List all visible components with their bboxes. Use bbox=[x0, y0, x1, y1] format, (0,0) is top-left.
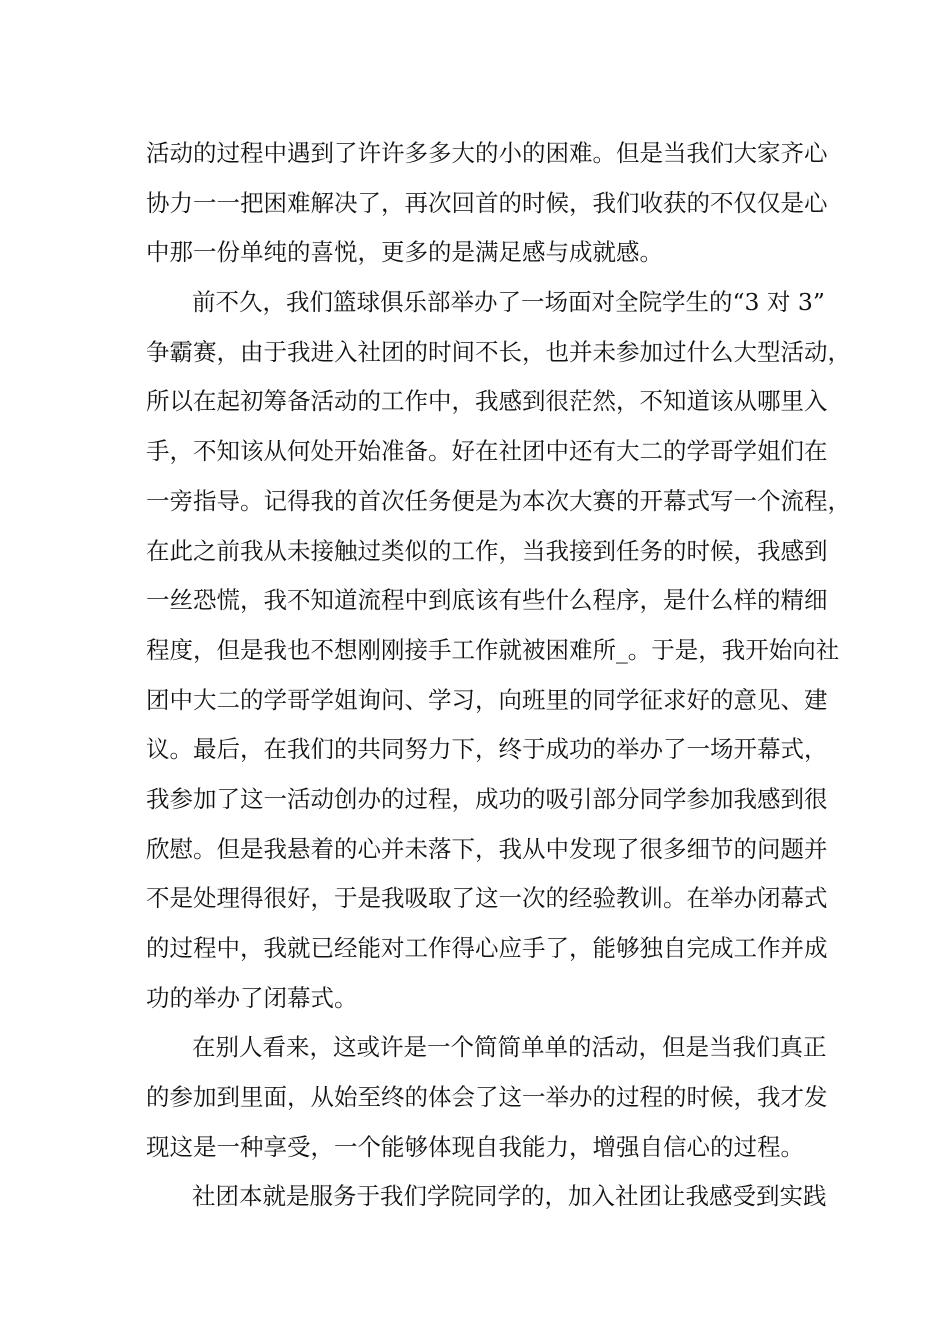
text-line: 中那一份单纯的喜悦，更多的是满足感与成就感。 bbox=[146, 238, 663, 267]
text-line: 不是处理得很好，于是我吸取了这一次的经验教训。在举办闭幕式 bbox=[146, 884, 828, 913]
text-line: 协力一一把困难解决了，再次回首的时候，我们收获的不仅仅是心 bbox=[146, 188, 828, 217]
body-text bbox=[146, 133, 851, 1226]
text-line: 程度，但是我也不想刚刚接手工作就被困难所_。于是，我开始向社 bbox=[146, 635, 840, 664]
text-line: 一丝恐慌，我不知道流程中到底该有些什么程序，是什么样的精细 bbox=[146, 586, 828, 615]
text-line: 功的举办了闭幕式。 bbox=[146, 983, 358, 1012]
text-line: 手，不知该从何处开始准备。好在社团中还有大二的学哥学姐们在 bbox=[146, 437, 828, 466]
text-line: 现这是一种享受，一个能够体现自我能力，增强自信心的过程。 bbox=[146, 1132, 804, 1161]
text-line: 我参加了这一活动创办的过程，成功的吸引部分同学参加我感到很 bbox=[146, 784, 828, 813]
text-line: 活动的过程中遇到了许许多多大的小的困难。但是当我们大家齐心 bbox=[146, 139, 828, 167]
paragraph-start-line: 社团本就是服务于我们学院同学的，加入社团让我感受到实践 bbox=[192, 1182, 827, 1211]
text-line: 所以在起初筹备活动的工作中，我感到很茫然，不知道该从哪里入 bbox=[146, 387, 828, 416]
text-line: 争霸赛，由于我进入社团的时间不长，也并未参加过什么大型活动， bbox=[146, 337, 851, 366]
text-line: 在此之前我从未接触过类似的工作，当我接到任务的时候，我感到 bbox=[146, 536, 828, 565]
text-line: 团中大二的学哥学姐询问、学习，向班里的同学征求好的意见、建 bbox=[146, 685, 828, 714]
text-line: 一旁指导。记得我的首次任务便是为本次大赛的开幕式写一个流程， bbox=[146, 486, 851, 515]
text-line: 的参加到里面，从始至终的体会了这一举办的过程的时候，我才发 bbox=[146, 1083, 828, 1112]
text-line: 议。最后，在我们的共同努力下，终于成功的举办了一场开幕式， bbox=[146, 735, 828, 764]
text-line: 欣慰。但是我悬着的心并未落下，我从中发现了很多细节的问题并 bbox=[146, 834, 828, 863]
paragraph-start-line: 在别人看来，这或许是一个简简单单的活动，但是当我们真正 bbox=[192, 1033, 827, 1062]
text-line: 的过程中，我就已经能对工作得心应手了，能够独自完成工作并成 bbox=[146, 934, 828, 962]
paragraph-start-line: 前不久，我们篮球俱乐部举办了一场面对全院学生的“3 对 3” bbox=[192, 288, 825, 317]
